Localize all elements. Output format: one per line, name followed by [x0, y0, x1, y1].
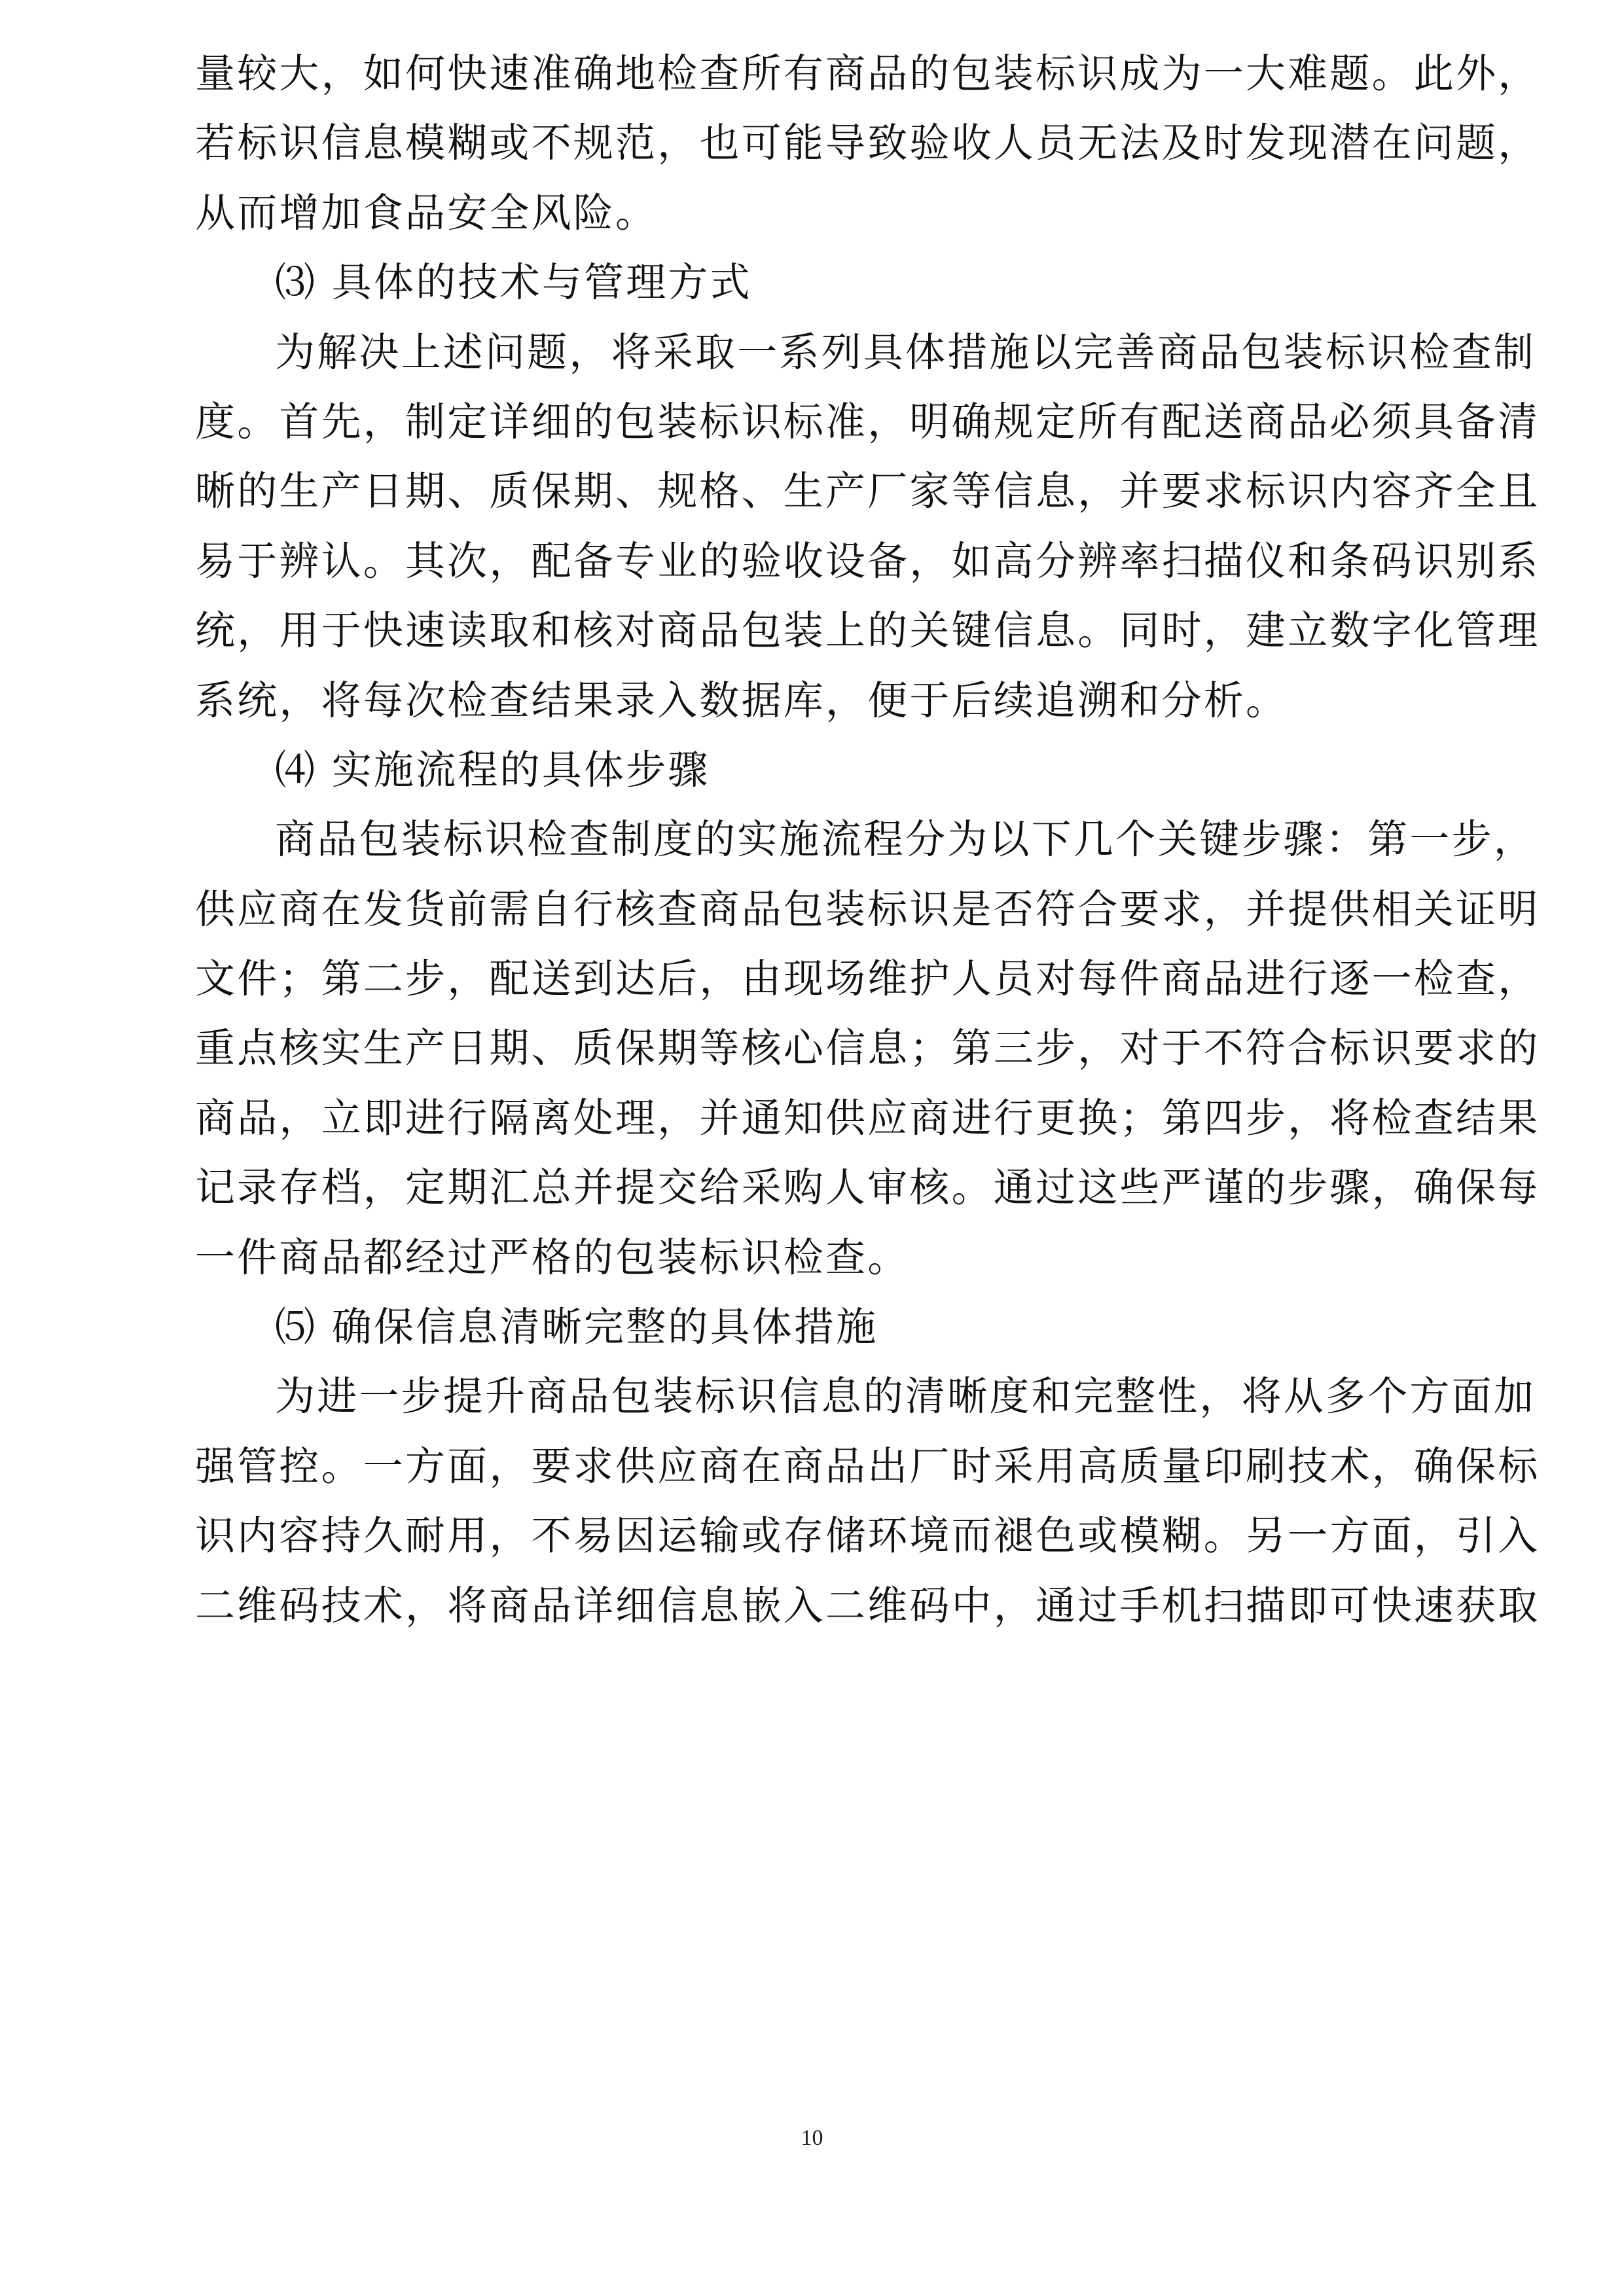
text-line: 一件商品都经过严格的包装标识检查。 [195, 1234, 910, 1281]
text-line: 系统，将每次检查结果录入数据库，便于后续追溯和分析。 [195, 677, 1288, 724]
section-heading-4 [195, 736, 1428, 805]
text-line: 重点核实生产日期、质保期等核心信息；第三步，对于不符合标识要求的 [195, 1025, 1540, 1072]
paragraph-continuation [195, 39, 1540, 248]
paragraph-implementation-steps [195, 805, 1540, 1293]
section-heading-3 [195, 248, 1428, 317]
page-number: 10 [801, 2126, 823, 2150]
text-line: 量较大，如何快速准确地检查所有商品的包装标识成为一大难题。此外， [195, 50, 1540, 97]
text-line: 若标识信息模糊或不规范，也可能导致验收人员无法及时发现潜在问题， [195, 120, 1540, 167]
page-body [195, 39, 1540, 1641]
text-line: 从而增加食品安全风险。 [195, 189, 658, 236]
text-line: 为进一步提升商品包装标识信息的清晰度和完整性，将从多个方面加 [275, 1373, 1536, 1420]
paragraph-clarity-measures [195, 1362, 1540, 1641]
text-line: 统，用于快速读取和核对商品包装上的关键信息。同时，建立数字化管理 [195, 607, 1540, 655]
text-line: 商品包装标识检查制度的实施流程分为以下几个关键步骤：第一步， [275, 816, 1536, 863]
text-line: 易于辨认。其次，配备专业的验收设备，如高分辨率扫描仪和条码识别系 [195, 537, 1540, 584]
text-line: 强管控。一方面，要求供应商在商品出厂时采用高质量印刷技术，确保标 [195, 1443, 1540, 1490]
heading-text: ⑷ 实施流程的具体步骤 [275, 746, 710, 793]
text-line: 识内容持久耐用，不易因运输或存储环境而褪色或模糊。另一方面，引入 [195, 1513, 1540, 1560]
text-line: 记录存档，定期汇总并提交给采购人审核。通过这些严谨的步骤，确保每 [195, 1164, 1540, 1211]
text-line: 二维码技术，将商品详细信息嵌入二维码中，通过手机扫描即可快速获取 [195, 1582, 1540, 1629]
paragraph-technical-measures [195, 318, 1540, 736]
text-line: 文件；第二步，配送到达后，由现场维护人员对每件商品进行逐一检查， [195, 956, 1540, 1003]
text-line: 商品，立即进行隔离处理，并通知供应商进行更换；第四步，将检查结果 [195, 1094, 1540, 1141]
section-heading-5 [195, 1293, 1428, 1362]
text-line: 为解决上述问题，将采取一系列具体措施以完善商品包装标识检查制 [275, 329, 1536, 376]
heading-text: ⑸ 确保信息清晰完整的具体措施 [275, 1304, 878, 1351]
text-line: 晰的生产日期、质保期、规格、生产厂家等信息，并要求标识内容齐全且 [195, 468, 1540, 515]
heading-text: ⑶ 具体的技术与管理方式 [275, 259, 752, 306]
text-line: 供应商在发货前需自行核查商品包装标识是否符合要求，并提供相关证明 [195, 886, 1540, 933]
text-line: 度。首先，制定详细的包装标识标准，明确规定所有配送商品必须具备清 [195, 398, 1540, 445]
